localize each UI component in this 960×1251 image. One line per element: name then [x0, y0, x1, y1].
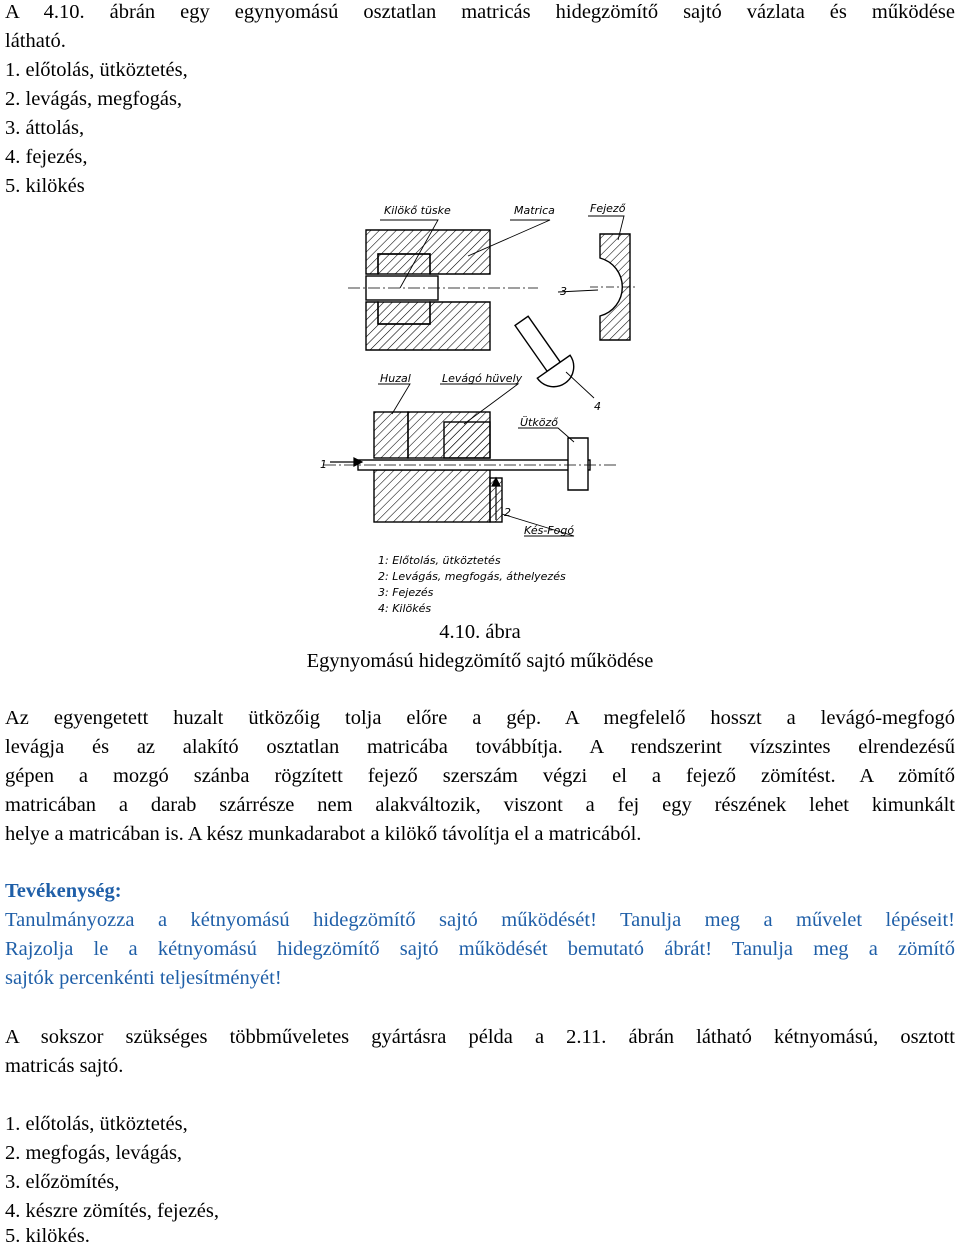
step2-item: 5. kilökés.	[5, 1225, 90, 1247]
label-kilokotuske: Kilökő tüske	[384, 204, 451, 217]
paragraph2-line: matricás sajtó.	[5, 1055, 124, 1077]
step2-item: 1. előtolás, ütköztetés,	[5, 1113, 188, 1135]
activity-heading: Tevékenység:	[5, 880, 122, 902]
label-utkozo: Ütköző	[520, 416, 558, 429]
activity-line: sajtók percenkénti teljesítményét!	[5, 967, 282, 989]
legend-item: 2: Levágás, megfogás, áthelyezés	[378, 570, 566, 583]
stop	[568, 438, 588, 490]
step-item: 1. előtolás, ütköztetés,	[5, 59, 188, 81]
label-2: 2	[504, 506, 511, 519]
step-item: 2. levágás, megfogás,	[5, 88, 183, 110]
label-levagohuvely: Levágó hüvely	[442, 372, 523, 385]
legend-item: 4: Kilökés	[378, 602, 432, 615]
label-huzal: Huzal	[380, 372, 411, 385]
paragraph2-line: A sokszor szükséges többműveletes gyártásra példa a 2.11. ábrán látható kétnyomású, osztott	[5, 1026, 955, 1048]
press-diagram	[318, 198, 638, 618]
cutter-sleeve	[444, 422, 490, 458]
paragraph-line: Az egyengetett huzalt ütközőig tolja előre a gép. A megfelelő hosszt a levágó-megfogó	[5, 707, 955, 729]
paragraph-line: gépen a mozgó szánba rögzített fejező szerszám végzi el a fejező zömítést. A zömítő	[5, 765, 955, 787]
label-matrica: Matrica	[514, 204, 555, 217]
step2-item: 3. előzömítés,	[5, 1171, 120, 1193]
figure-caption-number: 4.10. ábra	[439, 621, 521, 643]
step-item: 3. áttolás,	[5, 117, 85, 139]
paragraph-line: levágja és az alakító osztatlan matricába továbbítja. A rendszerint vízszintes elrendezésű	[5, 736, 955, 758]
legend-item: 1: Előtolás, ütköztetés	[378, 554, 501, 567]
paragraph-line: matricában a darab szárrésze nem alakváltozik, viszont a fej egy részének lehet kimunkált	[5, 794, 955, 816]
label-4: 4	[594, 400, 601, 413]
step-item: 5. kilökés	[5, 175, 85, 197]
label-3: 3	[560, 285, 567, 298]
step2-item: 2. megfogás, levágás,	[5, 1142, 183, 1164]
legend-item: 3: Fejezés	[378, 586, 434, 599]
step2-item: 4. készre zömítés, fejezés,	[5, 1200, 220, 1222]
step-item: 4. fejezés,	[5, 146, 88, 168]
paragraph-line: helye a matricában is. A kész munkadarabot a kilökő távolítja el a matricából.	[5, 823, 642, 845]
figure-caption-title: Egynyomású hidegzömítő sajtó működése	[306, 650, 654, 672]
intro-line-1: A 4.10. ábrán egy egynyomású osztatlan matricás hidegzömítő sajtó vázlata és működése	[5, 1, 955, 23]
label-fejezo: Fejező	[590, 202, 626, 215]
activity-line: Rajzolja le a kétnyomású hidegzömítő sajtó működését bemutató ábrát! Tanulja meg a zömítő	[5, 938, 955, 960]
intro-line-2: látható.	[5, 30, 66, 52]
activity-line: Tanulmányozza a kétnyomású hidegzömítő sajtó működését! Tanulja meg a művelet lépéseit!	[5, 909, 955, 931]
label-1: 1	[320, 458, 327, 471]
label-kesfogo: Kés-Fogó	[524, 524, 575, 537]
